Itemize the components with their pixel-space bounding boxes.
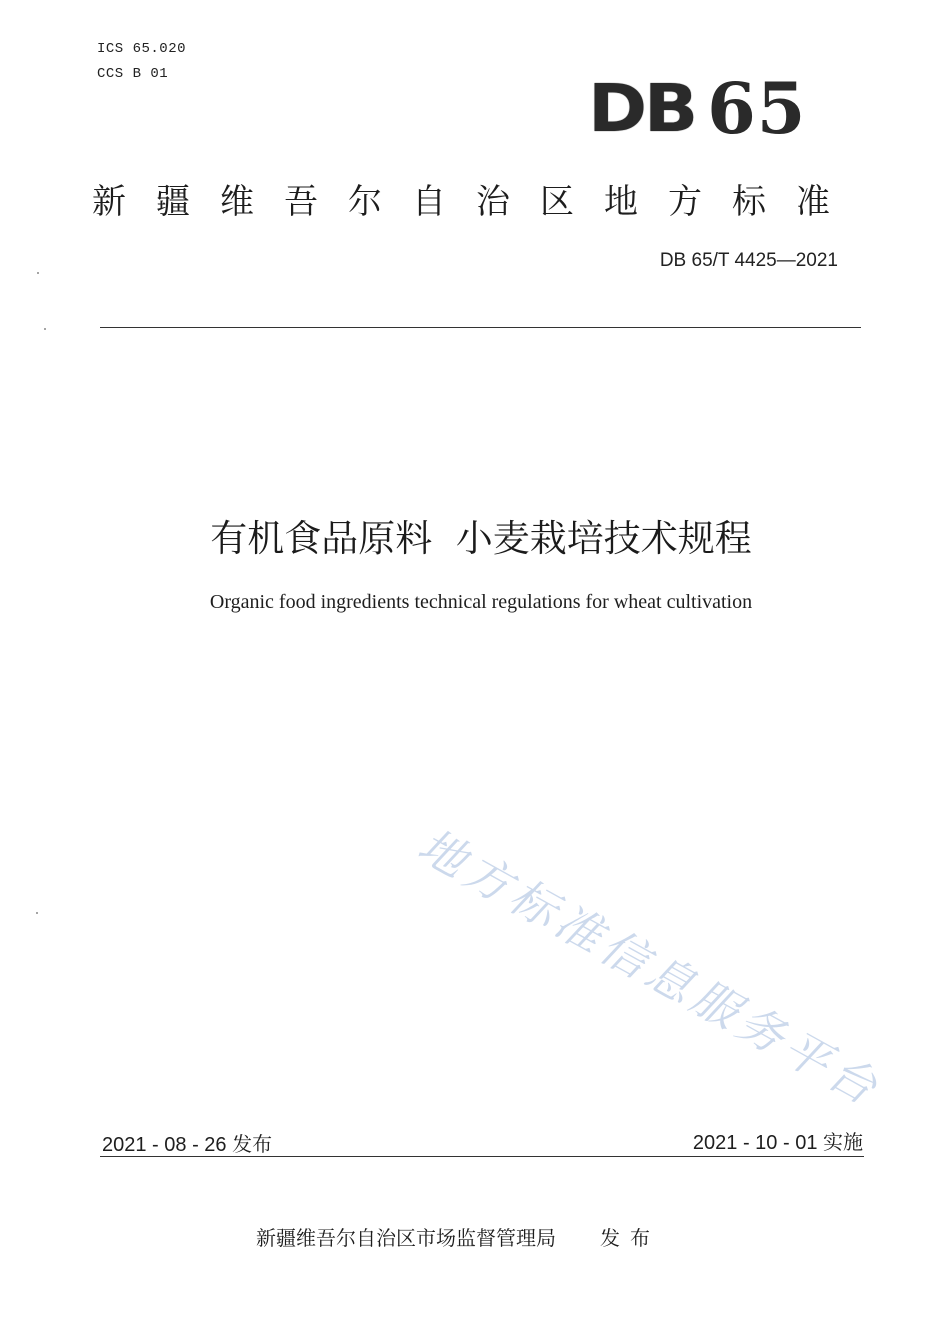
db-logo-number: 65 xyxy=(707,67,807,150)
ics-code: ICS 65.020 xyxy=(97,41,187,57)
scan-speck xyxy=(37,272,39,274)
ccs-code: CCS B 01 xyxy=(97,66,169,82)
issuer-action: 发布 xyxy=(600,1226,660,1250)
scan-speck xyxy=(44,328,46,330)
db-logo xyxy=(588,67,807,150)
standard-type-heading: 新疆维吾尔自治区地方标准 xyxy=(92,182,860,222)
issuer-line xyxy=(256,1222,660,1251)
db-logo-letters: DB xyxy=(588,70,696,147)
issue-date: 2021 - 08 - 26 发布 xyxy=(102,1134,273,1156)
standard-number: DB 65/T 4425—2021 xyxy=(659,250,838,271)
bottom-divider xyxy=(100,1156,864,1157)
implementation-date: 2021 - 10 - 01 实施 xyxy=(692,1132,863,1154)
watermark: 地方标准信息服务平台 xyxy=(409,817,891,1118)
top-divider xyxy=(100,327,861,328)
scan-speck xyxy=(36,912,38,914)
issuer-name: 新疆维吾尔自治区市场监督管理局 xyxy=(256,1226,556,1250)
chinese-title: 有机食品原料 小麦栽培技术规程 xyxy=(210,517,752,560)
english-title: Organic food ingredients technical regulations for wheat cultivation xyxy=(209,591,753,613)
